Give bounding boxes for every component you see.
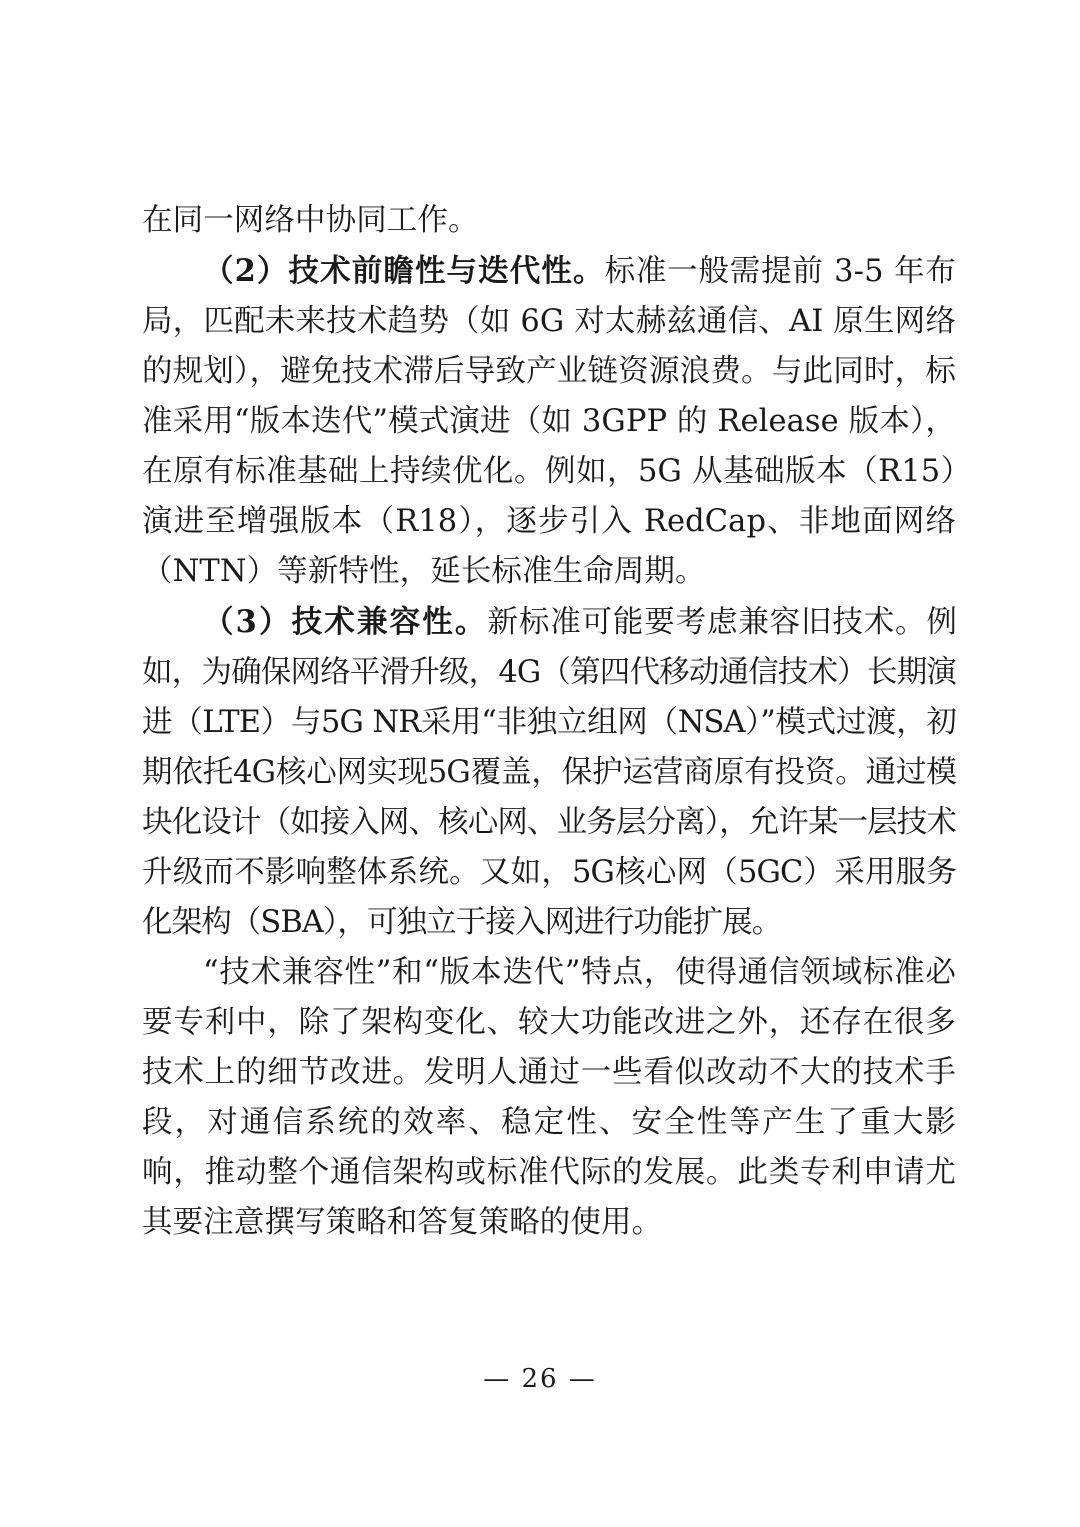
paragraph-text: 标准一般需提前 3-5 年布局，匹配未来技术趋势（如 6G 对太赫兹通信、AI 原生网络的规划），避免技术滞后导致产业链资源浪费。与此同时，标准采用“版本迭代”模式演进（如 3GPP 的 Release 版本），在原有标准基础上持续优化。例如，5G 从基础版本（R15）演进至增强版本（R18），逐步引入 RedCap、非地面网络（NTN）等新特性，延长标准生命周期。 — [142, 254, 956, 589]
paragraph-lead-label: （2）技术前瞻性与迭代性。 — [203, 253, 605, 289]
paragraph-continuation — [142, 196, 956, 246]
paragraph-lead-label: （3）技术兼容性。 — [203, 604, 488, 640]
paragraph-closing — [142, 948, 956, 1248]
paragraph-text: “技术兼容性”和“版本迭代”特点，使得通信领域标准必要专利中，除了架构变化、较大功能改进之外，还存在很多技术上的细节改进。发明人通过一些看似改动不大的技术手段，对通信系统的效率、稳定性、安全性等产生了重大影响，推动整个通信架构或标准代际的发展。此类专利申请尤其要注意撰写策略和答复策略的使用。 — [142, 955, 956, 1240]
page-body — [142, 196, 956, 1248]
paragraph-text: 新标准可能要考虑兼容旧技术。例如，为确保网络平滑升级，4G（第四代移动通信技术）长期演进（LTE）与5G NR采用“非独立组网（NSA）”模式过渡，初期依托4G核心网实现5G覆盖，保护运营商原有投资。通过模块化设计（如接入网、核心网、业务层分离），允许某一层技术升级而不影响整体系统。又如，5G核心网（5GC）采用服务化架构（SBA），可独立于接入网进行功能扩展。 — [142, 605, 956, 940]
paragraph-item-3 — [142, 597, 956, 948]
page-number-footer — [0, 1364, 1080, 1394]
paragraph-text: 在同一网络中协同工作。 — [142, 203, 479, 238]
paragraph-item-2 — [142, 246, 956, 597]
page-number: — 26 — — [483, 1364, 597, 1394]
